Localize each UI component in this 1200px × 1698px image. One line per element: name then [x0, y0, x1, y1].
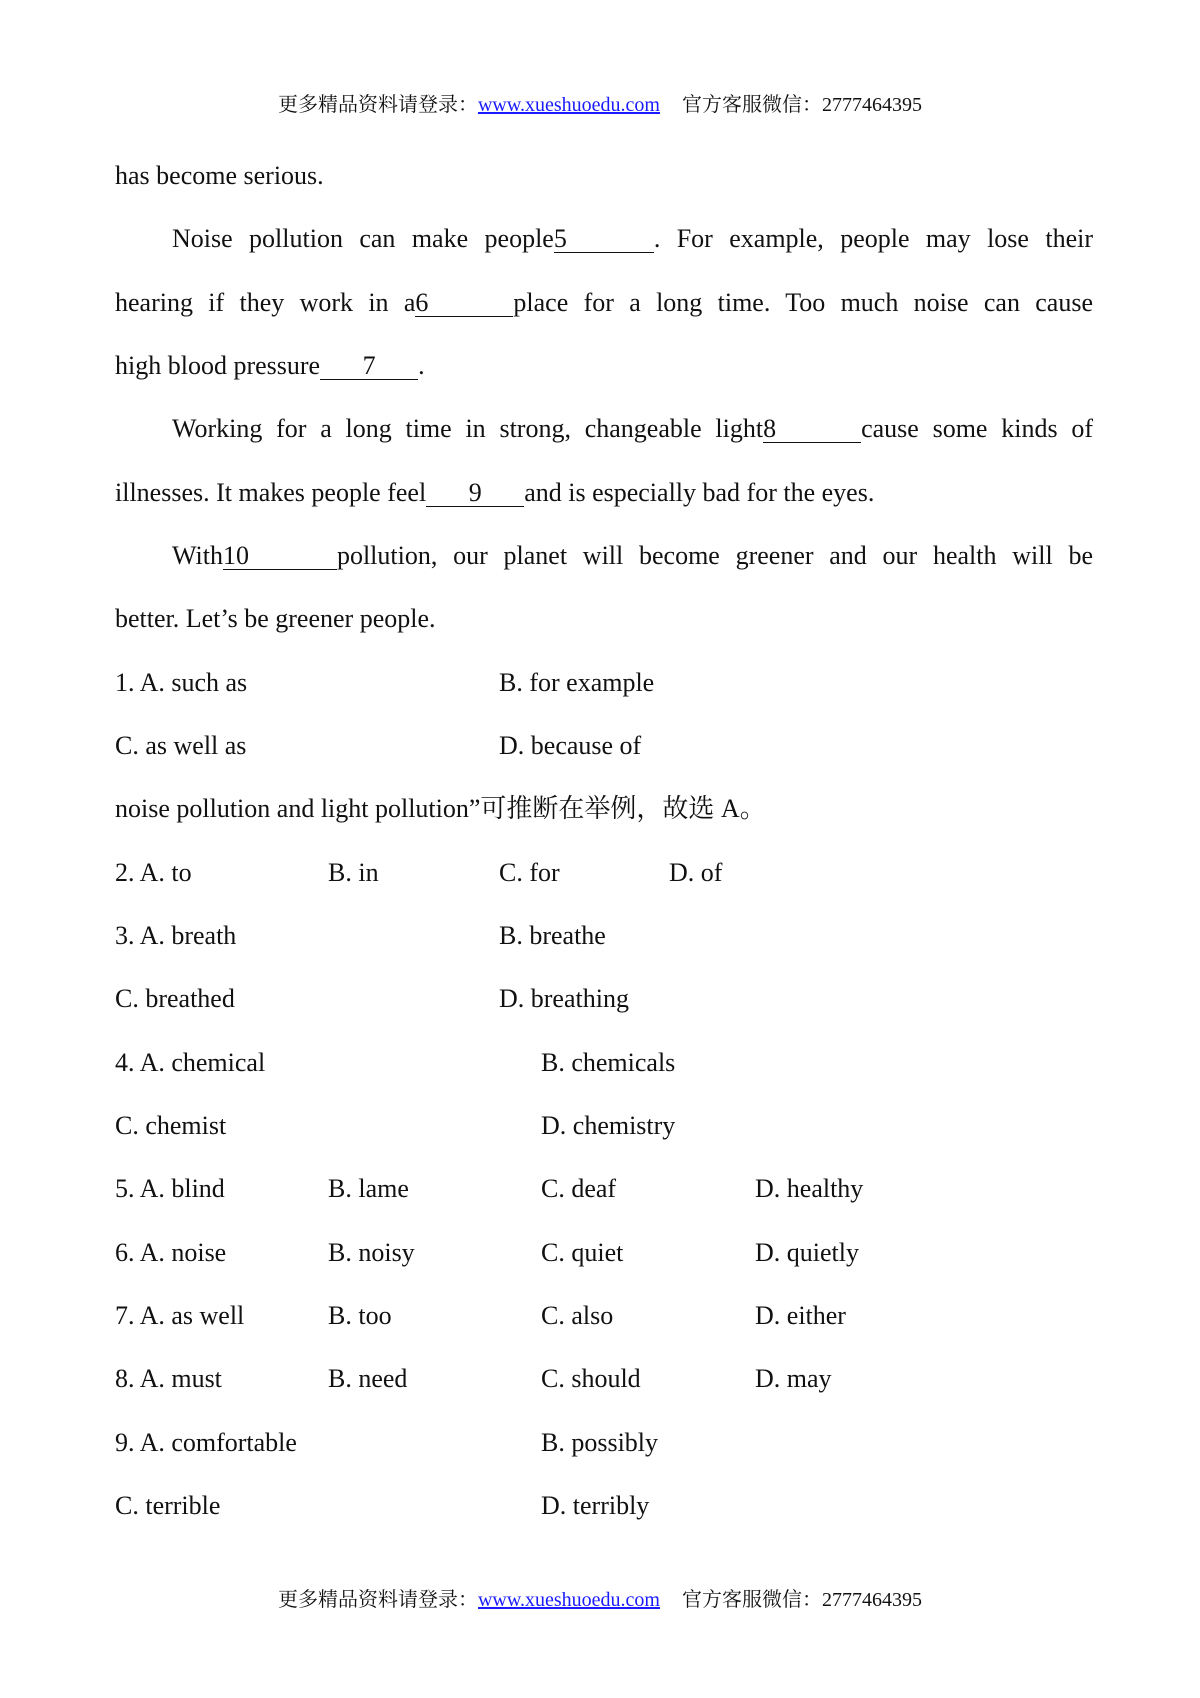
- blank-5: 5: [554, 226, 654, 253]
- option: 2. A. to: [115, 858, 192, 887]
- option: B. too: [328, 1301, 392, 1330]
- header-text: 更多精品资料请登录：: [277, 94, 478, 116]
- option: D. breathing: [499, 984, 629, 1013]
- option: C. for: [499, 858, 560, 887]
- option: C. as well as: [115, 731, 247, 760]
- header-contact: 官方客服微信：2777464395: [682, 94, 922, 116]
- passage-line: high blood pressure 7 .: [115, 351, 425, 380]
- footer-link[interactable]: www.xueshuoedu.com: [477, 1589, 660, 1611]
- passage-line: Noise pollution can make people5 . For example, people may lose their: [172, 224, 1093, 253]
- passage-line: With10 pollution, our planet will become greener and our health will be: [172, 541, 1093, 570]
- option: C. deaf: [541, 1174, 617, 1203]
- option: 8. A. must: [115, 1364, 222, 1393]
- page-footer: [0, 1583, 1200, 1612]
- passage-line: better. Let’s be greener people.: [115, 604, 436, 633]
- option: 7. A. as well: [115, 1301, 245, 1330]
- option: D. of: [669, 858, 723, 887]
- option: B. for example: [499, 668, 655, 697]
- passage-line: hearing if they work in a6 place for a long time. Too much noise can cause: [115, 288, 1093, 317]
- option: B. possibly: [541, 1428, 659, 1457]
- header-link[interactable]: www.xueshuoedu.com: [477, 94, 660, 116]
- option: D. quietly: [755, 1238, 859, 1267]
- option: D. because of: [499, 731, 642, 760]
- option: 6. A. noise: [115, 1238, 227, 1267]
- option: C. breathed: [115, 984, 235, 1013]
- blank-8: 8: [763, 416, 861, 443]
- footer-text: 更多精品资料请登录：: [277, 1589, 478, 1611]
- option: D. may: [755, 1364, 832, 1393]
- blank-10: 10: [223, 543, 337, 570]
- option: 1. A. such as: [115, 668, 248, 697]
- option: C. should: [541, 1364, 641, 1393]
- footer-contact: 官方客服微信：2777464395: [682, 1589, 922, 1611]
- option: C. terrible: [115, 1491, 221, 1520]
- option: B. lame: [328, 1174, 409, 1203]
- option: 5. A. blind: [115, 1174, 225, 1203]
- option: B. chemicals: [541, 1048, 676, 1077]
- option: C. also: [541, 1301, 614, 1330]
- option: B. breathe: [499, 921, 606, 950]
- option: B. in: [328, 858, 379, 887]
- passage-line: illnesses. It makes people feel 9 and is especially bad for the eyes.: [115, 478, 875, 507]
- option: 3. A. breath: [115, 921, 237, 950]
- option: C. chemist: [115, 1111, 227, 1140]
- page-header: [0, 88, 1200, 117]
- passage-line: has become serious.: [115, 161, 324, 190]
- option: 4. A. chemical: [115, 1048, 266, 1077]
- option: B. need: [328, 1364, 408, 1393]
- blank-9: 9: [426, 480, 524, 507]
- option: B. noisy: [328, 1238, 415, 1267]
- option: D. chemistry: [541, 1111, 676, 1140]
- explanation-note: noise pollution and light pollution”可推断在举例，故选 A。: [115, 794, 766, 823]
- option: 9. A. comfortable: [115, 1428, 297, 1457]
- option: D. healthy: [755, 1174, 864, 1203]
- blank-6: 6: [415, 290, 513, 317]
- option: C. quiet: [541, 1238, 624, 1267]
- passage-line: Working for a long time in strong, changeable light8 cause some kinds of: [172, 414, 1093, 443]
- blank-7: 7: [320, 353, 418, 380]
- option: D. either: [755, 1301, 846, 1330]
- option: D. terribly: [541, 1491, 650, 1520]
